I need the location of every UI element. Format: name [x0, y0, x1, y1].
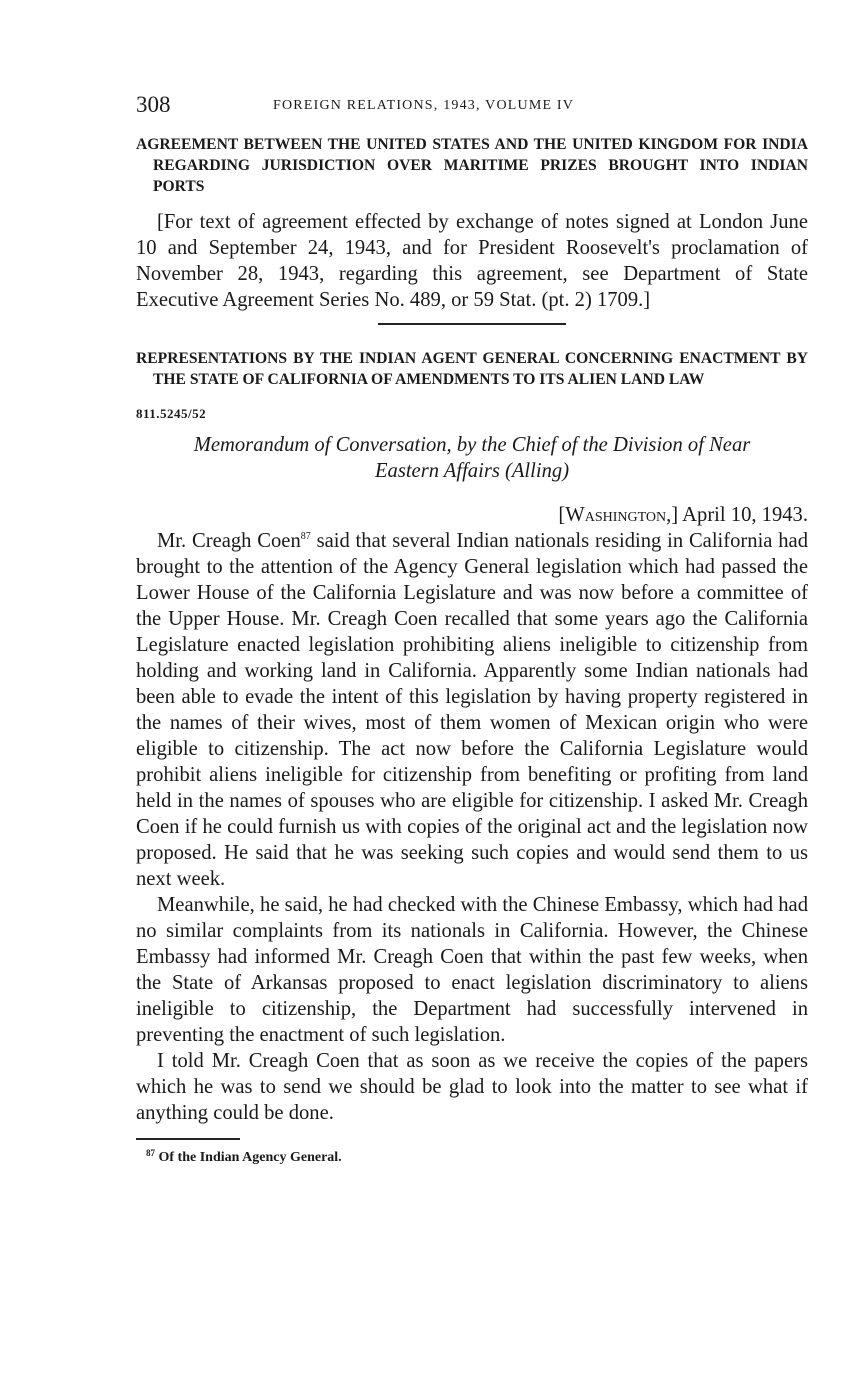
- section-heading-agreement: AGREEMENT BETWEEN THE UNITED STATES AND THE UNITED KINGDOM FOR INDIA REGARDING JURISDICTION OVER MARITIME PRIZES BROUGHT INTO INDIAN PORTS: [136, 136, 808, 195]
- page: [136, 92, 808, 1166]
- dateline-date: April 10, 1943.: [678, 504, 808, 526]
- dateline: [136, 502, 808, 528]
- footnote-divider: [136, 1138, 240, 1140]
- running-title: FOREIGN RELATIONS, 1943, VOLUME IV: [273, 98, 575, 113]
- footnote-reference[interactable]: 87: [300, 531, 311, 542]
- paragraph-3: I told Mr. Creagh Coen that as soon as we receive the copies of the papers which he was to send we should be glad to look into the matter to see what if anything could be done.: [136, 1050, 808, 1124]
- section-divider: [378, 323, 566, 325]
- paragraph-1: [136, 528, 808, 892]
- document-title-line-2: Eastern Affairs (Alling): [374, 460, 570, 482]
- footnote-marker: 87: [146, 1148, 155, 1158]
- document-title: [136, 432, 808, 484]
- document-title-line-1: Memorandum of Conversation, by the Chief of the Division of Near: [193, 434, 751, 456]
- running-head: [136, 92, 808, 124]
- paragraph-1-rest: said that several Indian nationals residing in California had brought to the attention of the Agency General legislation which had passed the Lower House of the California Legislature and was now before a committee of the Upper House. Mr. Creagh Coen recalled that some years ago the California Legislature enacted legislation prohibiting aliens ineligible to citizenship from holding and working land in California. Apparently some Indian nationals had been able to evade the intent of this legislation by having property registered in the names of their wives, most of them women of Mexican origin who were eligible to citizenship. The act now before the California Legislature would prohibit aliens ineligible for citizenship from benefiting or profiting from land held in the names of spouses who are eligible for citizenship. I asked Mr. Creagh Coen if he could furnish us with copies of the original act and the legislation now proposed. He said that he was seeking such copies and would send them to us next week.: [136, 530, 808, 890]
- agreement-note: [For text of agreement effected by exchange of notes signed at London June 10 and September 24, 1943, and for President Roosevelt's proclamation of November 28, 1943, regarding this agreement, see Department of State Executive Agreement Series No. 489, or 59 Stat. (pt. 2) 1709.]: [136, 211, 808, 311]
- footnote: [136, 1150, 808, 1166]
- file-number: 811.5245/52: [136, 406, 207, 421]
- paragraph-1-start: Mr. Creagh Coen: [157, 530, 301, 552]
- paragraph-2: Meanwhile, he said, he had checked with the Chinese Embassy, which had had no similar complaints from its nationals in California. However, the Chinese Embassy had informed Mr. Creagh Coen that within the past few weeks, when the State of Arkansas proposed to enact legislation discriminatory to aliens ineligible to citizenship, the Department had successfully intervened in preventing the enactment of such legislation.: [136, 894, 808, 1046]
- footnote-text: Of the Indian Agency General.: [155, 1150, 342, 1165]
- page-number: 308: [136, 92, 171, 117]
- dateline-place: [Washington,]: [558, 504, 679, 526]
- section-heading-representations: REPRESENTATIONS BY THE INDIAN AGENT GENERAL CONCERNING ENACTMENT BY THE STATE OF CALIFORNIA OF AMENDMENTS TO ITS ALIEN LAND LAW: [136, 350, 808, 388]
